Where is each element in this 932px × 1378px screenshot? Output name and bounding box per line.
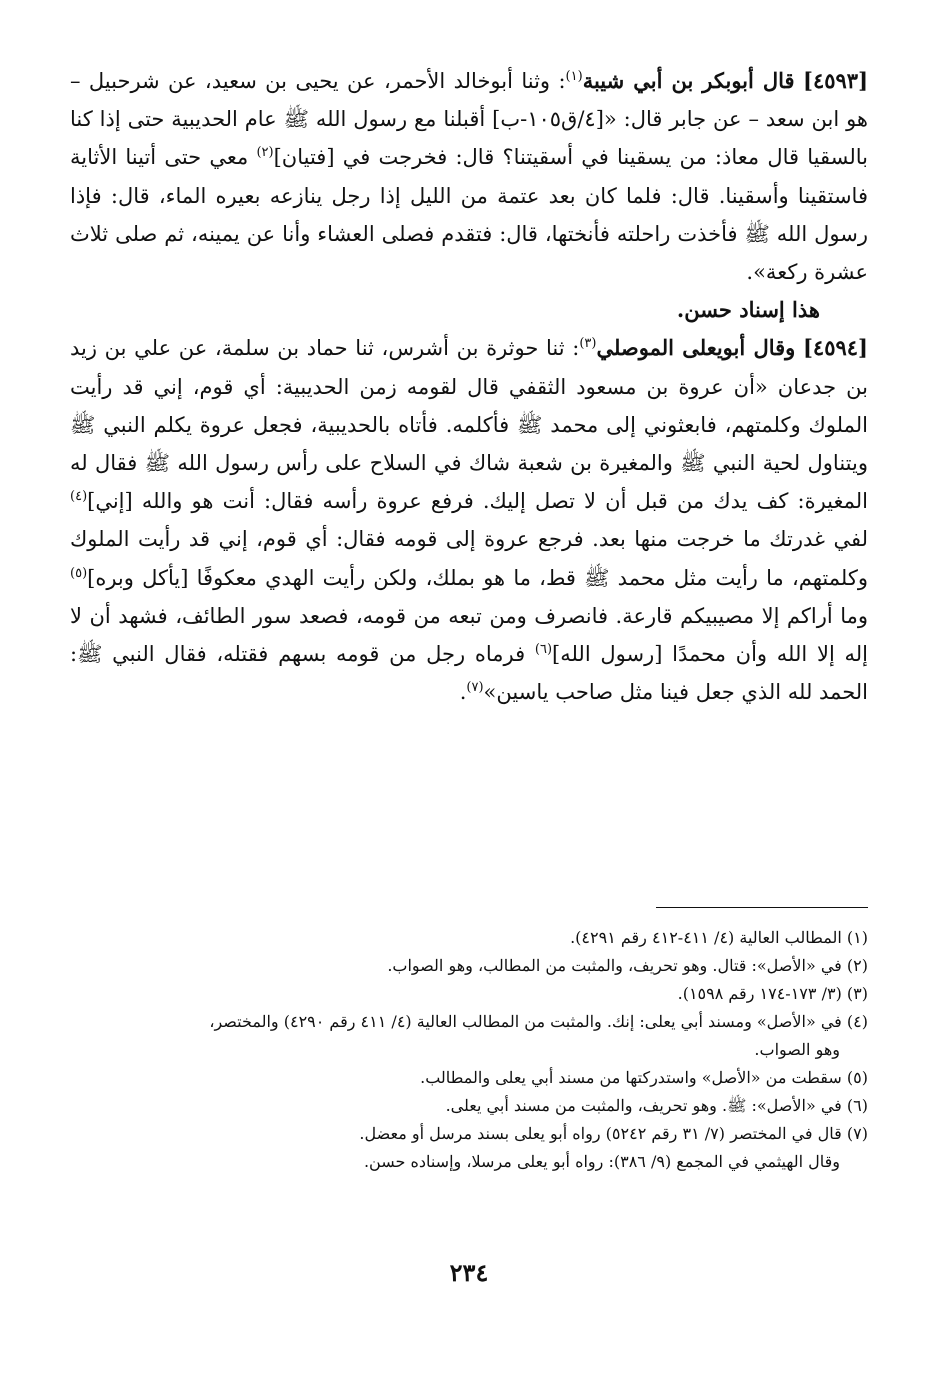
entry-number: [٤٥٩٣] xyxy=(803,68,868,93)
footnote-divider xyxy=(656,907,868,908)
footnote-label: (١) xyxy=(846,928,868,947)
main-text xyxy=(70,62,868,711)
hadith-text: : ثنا حوثرة بن أشرس، ثنا حماد بن سلمة، عن علي بن زيد بن جدعان «أن عروة بن مسعود الثقفي قال لقومه زمن الحديبية: أي قوم، إني قد رأيت الملوك وكلمتهم، فابعثوني إلى محمد ﷺ فأكلمه. فأتاه بالحديبية، فجعل عروة يكلم النبي ﷺ ويتناول لحية النبي ﷺ والمغيرة بن شعبة شاك في السلاح على رأس رسول الله ﷺ فقال له المغيرة: كف يدك من قبل أن لا تصل إليك. فرفع عروة رأسه فقال: أنت هو والله [إني] xyxy=(70,336,868,514)
footnote-label: (٧) xyxy=(846,1124,868,1143)
footnote-label: (٥) xyxy=(846,1068,868,1087)
footnote-text: في «الأصل»: قتال. وهو تحريف، والمثبت من المطالب، وهو الصواب. xyxy=(387,956,842,975)
footnote-ref[interactable]: (٧) xyxy=(466,680,484,696)
footnote-label: (٣) xyxy=(846,984,868,1003)
narrator-name: قال أبوبكر بن أبي شيبة xyxy=(582,68,795,93)
footnote-continuation: وهو الصواب. xyxy=(754,1040,840,1059)
footnote-item xyxy=(70,1008,868,1064)
footnote-label: (٤) xyxy=(846,1012,868,1031)
footnote-text: قال في المختصر (٧/ ٣١ رقم ٥٢٤٢) رواه أبو يعلى بسند مرسل أو معضل. xyxy=(359,1124,842,1143)
entry-number: [٤٥٩٤] xyxy=(802,335,868,361)
hadith-entry-4594 xyxy=(70,329,868,711)
footnote-item xyxy=(70,980,868,1008)
footnote-label: (٢) xyxy=(846,956,868,975)
hadith-text: معي حتى أتينا الأثاية فاستقينا وأسقينا. قال: فلما كان بعد عتمة من الليل إذا رجل ينازعه بعيره الماء، قال: فإذا رسول الله ﷺ فأخذت راحلته فأنختها، قال: فتقدم فصلى العشاء وأنا عن يمينه، ثم صلى ثلاث عشرة ركعة». xyxy=(70,145,868,285)
footnote-text: في «الأصل»: ﷺ. وهو تحريف، والمثبت من مسند أبي يعلى. xyxy=(445,1096,842,1115)
footnotes-list xyxy=(70,924,868,1176)
narrator-name: وقال أبويعلى الموصلي xyxy=(596,335,796,361)
footnote-item xyxy=(70,1092,868,1120)
footnote-item xyxy=(70,1120,868,1176)
hadith-entry-4593 xyxy=(70,62,868,291)
hadith-text: : وثنا أبوخالد الأحمر، عن يحيى بن سعيد، عن شرحبيل – هو ابن سعد – عن جابر قال: «[٤/ق١٠٥-ب] أقبلنا مع رسول الله ﷺ عام الحديبية حتى إذا كنا بالسقيا قال معاذ: من يسقينا في أسقيتنا؟ قال: فخرجت في [فتيان] xyxy=(70,69,868,170)
footnote-ref[interactable]: (٣) xyxy=(579,336,597,352)
footnote-item xyxy=(70,952,868,980)
footnote-item xyxy=(70,924,868,952)
hadith-text: وما أراكم إلا مصيبيكم قارعة. فانصرف ومن تبعه من قومه، فصعد سور الطائف، فشهد أن لا إله إلا الله وأن محمدًا [رسول الله] xyxy=(70,603,868,667)
footnote-text: (٣/ ١٧٣-١٧٤ رقم ١٥٩٨). xyxy=(677,984,842,1003)
grading-verdict: هذا إسناد حسن. xyxy=(676,297,820,323)
footnote-continuation: وقال الهيثمي في المجمع (٩/ ٣٨٦): رواه أبو يعلى مرسلا، وإسناده حسن. xyxy=(363,1152,840,1171)
footnote-text: في «الأصل» ومسند أبي يعلى: إنك. والمثبت من المطالب العالية (٤/ ٤١١ رقم ٤٢٩٠) والمختصر، xyxy=(209,1012,842,1031)
footnote-text: المطالب العالية (٤/ ٤١١-٤١٢ رقم ٤٢٩١). xyxy=(570,928,842,947)
book-page xyxy=(70,62,868,1322)
footnote-item xyxy=(70,1064,868,1092)
footnote-ref[interactable]: (٤) xyxy=(70,489,88,505)
footnote-text: سقطت من «الأصل» واستدركتها من مسند أبي يعلى والمطالب. xyxy=(420,1068,842,1087)
footnote-ref[interactable]: (٢) xyxy=(256,145,274,161)
hadith-text: . xyxy=(459,680,467,705)
hadith-text: لفي غدرتك ما خرجت منها بعد. فرجع عروة إلى قومه فقال: أي قوم، إني قد رأيت الملوك وكلمتهم، ما رأيت مثل محمد ﷺ قط، ما هو بملك، ولكن رأيت الهدي معكوفًا [يأكل وبره] xyxy=(70,527,868,590)
footnote-label: (٦) xyxy=(846,1096,868,1115)
page-number: ٢٣٤ xyxy=(449,1258,489,1287)
footnote-ref[interactable]: (١) xyxy=(565,69,583,84)
hadith-text: فرماه رجل من قومه بسهم فقتله، فقال النبي ﷺ: الحمد لله الذي جعل فينا مثل صاحب ياسين» xyxy=(70,642,868,705)
footnote-ref[interactable]: (٥) xyxy=(70,565,88,581)
footnote-ref[interactable]: (٦) xyxy=(534,642,553,658)
